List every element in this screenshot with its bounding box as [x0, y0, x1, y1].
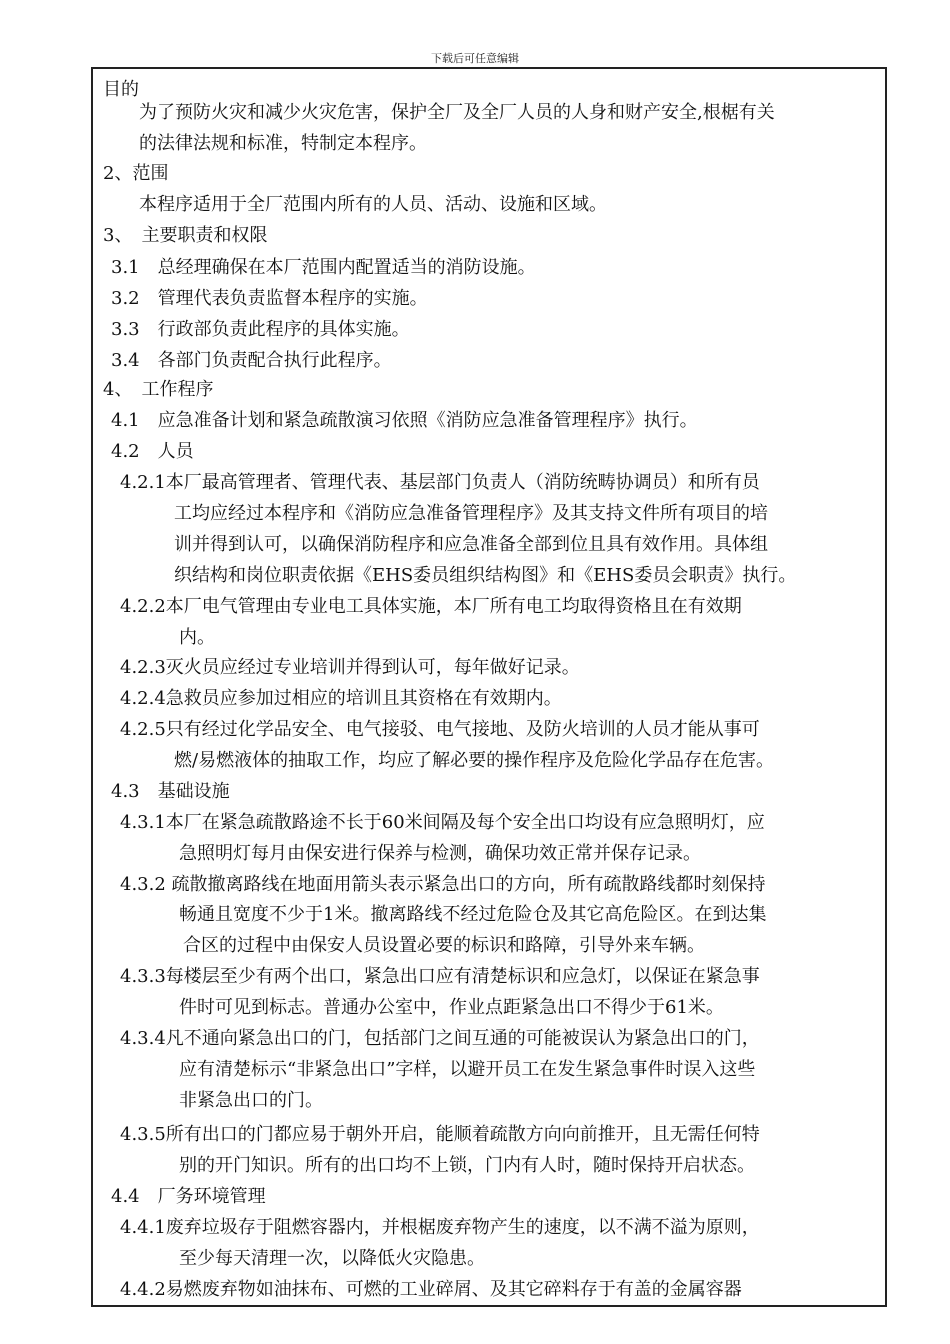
paragraph-line: 织结构和岗位职责依据《EHS委员组织结构图》和《EHS委员会职责》执行。: [174, 565, 797, 586]
paragraph-line: 急照明灯每月由保安进行保养与检测，确保功效正常并保存记录。: [179, 843, 701, 864]
clause-line: 4.4.2易燃废弃物如油抹布、可燃的工业碎屑、及其它碎料存于有盖的金属容器: [120, 1279, 742, 1300]
clause-line: 4.2.4急救员应参加过相应的培训且其资格在有效期内。: [120, 688, 562, 709]
subsection-title-housekeeping: 4.4 厂务环境管理: [111, 1186, 266, 1207]
paragraph-line: 本程序适用于全厂范围内所有的人员、活动、设施和区域。: [139, 194, 607, 215]
paragraph-line: 合区的过程中由保安人员设置必要的标识和路障，引导外来车辆。: [183, 935, 705, 956]
clause-line: 3.1 总经理确保在本厂范围内配置适当的消防设施。: [111, 257, 536, 278]
section-title-procedure: 4、 工作程序: [103, 379, 214, 400]
paragraph-line: 至少每天清理一次，以降低火灾隐患。: [179, 1248, 485, 1269]
subsection-title-infrastructure: 4.3 基础设施: [111, 781, 230, 802]
paragraph-line: 件时可见到标志。普通办公室中，作业点距紧急出口不得少于61米。: [179, 997, 724, 1018]
clause-line: 4.2.1本厂最高管理者、管理代表、基层部门负责人（消防统畴协调员）和所有员: [120, 472, 760, 493]
section-title-scope: 2、范围: [103, 163, 169, 184]
paragraph-line: 工均应经过本程序和《消防应急准备管理程序》及其支持文件所有项目的培: [174, 503, 768, 524]
paragraph-line: 为了预防火灾和减少火灾危害，保护全厂及全厂人员的人身和财产安全,根椐有关: [139, 102, 775, 123]
paragraph-line: 畅通且宽度不少于1米。撤离路线不经过危险仓及其它高危险区。在到达集: [179, 904, 767, 925]
paragraph-line: 燃/易燃液体的抽取工作，均应了解必要的操作程序及危险化学品存在危害。: [174, 750, 775, 771]
section-title-responsibilities: 3、 主要职责和权限: [103, 225, 268, 246]
clause-line: 4.2.2本厂电气管理由专业电工具体实施，本厂所有电工均取得资格且在有效期: [120, 596, 742, 617]
clause-line: 4.3.4凡不通向紧急出口的门，包括部门之间互通的可能被误认为紧急出口的门，: [120, 1028, 760, 1049]
clause-line: 4.3.1本厂在紧急疏散路途不长于60米间隔及每个安全出口均设有应急照明灯，应: [120, 812, 765, 833]
clause-line: 4.3.3每楼层至少有两个出口，紧急出口应有清楚标识和应急灯，以保证在紧急事: [120, 966, 760, 987]
clause-line: 4.1 应急准备计划和紧急疏散演习依照《消防应急准备管理程序》执行。: [111, 410, 698, 431]
clause-line: 4.2.3灭火员应经过专业培训并得到认可，每年做好记录。: [120, 657, 580, 678]
paragraph-line: 应有清楚标示“非紧急出口”字样，以避开员工在发生紧急事件时误入这些: [179, 1059, 756, 1080]
subsection-title-personnel: 4.2 人员: [111, 441, 194, 462]
paragraph-line: 非紧急出口的门。: [179, 1090, 323, 1111]
paragraph-line: 训并得到认可，以确保消防程序和应急准备全部到位且具有效作用。具体组: [174, 534, 768, 555]
clause-line: 3.2 管理代表负责监督本程序的实施。: [111, 288, 428, 309]
clause-line: 3.4 各部门负责配合执行此程序。: [111, 350, 392, 371]
clause-line: 3.3 行政部负责此程序的具体实施。: [111, 319, 410, 340]
download-note-header: 下载后可任意编辑: [431, 52, 519, 65]
paragraph-line: 内。: [179, 627, 215, 648]
clause-line: 4.2.5只有经过化学品安全、电气接驳、电气接地、及防火培训的人员才能从事可: [120, 719, 760, 740]
clause-line: 4.4.1废弃垃圾存于阻燃容器内，并根椐废弃物产生的速度，以不满不溢为原则，: [120, 1217, 760, 1238]
clause-line: 4.3.5所有出口的门都应易于朝外开启，能顺着疏散方向向前推开，且无需任何特: [120, 1124, 760, 1145]
paragraph-line: 的法律法规和标准，特制定本程序。: [139, 133, 427, 154]
paragraph-line: 别的开门知识。所有的出口均不上锁，门内有人时，随时保持开启状态。: [179, 1155, 755, 1176]
document-frame: [91, 67, 887, 1307]
section-title-purpose: 目的: [103, 79, 139, 100]
clause-line: 4.3.2 疏散撤离路线在地面用箭头表示紧急出口的方向，所有疏散路线都时刻保持: [120, 874, 766, 895]
